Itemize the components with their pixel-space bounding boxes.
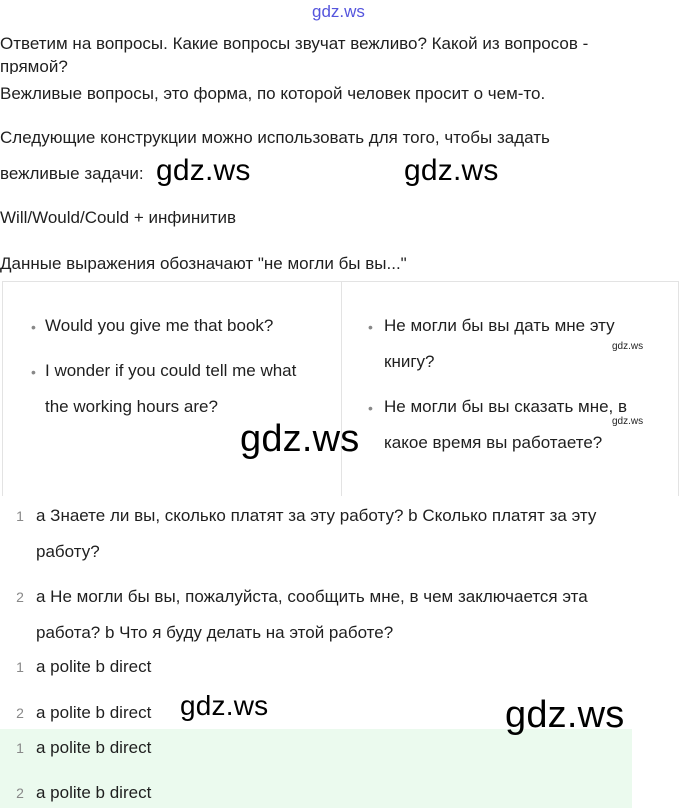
- bullet-icon: •: [31, 319, 36, 335]
- item-number: 2: [16, 705, 24, 721]
- item-number: 1: [16, 659, 24, 675]
- watermark-small-2: gdz.ws: [612, 416, 644, 427]
- watermark-small-1: gdz.ws: [612, 341, 644, 352]
- watermark-1: gdz.ws: [156, 154, 251, 187]
- bullet-icon: •: [31, 364, 36, 380]
- russian-phrase-1-line-2: книгу?: [384, 352, 435, 371]
- answer-1-line-2: работу?: [36, 542, 100, 561]
- russian-phrase-1-line-1: Не могли бы вы дать мне эту: [384, 316, 615, 335]
- watermark-5: gdz.ws: [505, 694, 625, 736]
- item-number: 1: [16, 740, 24, 756]
- answer-6: a polite b direct: [36, 783, 152, 802]
- russian-phrase-2-line-2: какое время вы работаете?: [384, 433, 603, 452]
- watermark-top: gdz.ws: [312, 2, 365, 21]
- answer-3: a polite b direct: [36, 657, 152, 676]
- answer-1-line-1: a Знаете ли вы, сколько платят за эту работу? b Сколько платят за эту: [36, 506, 597, 525]
- bullet-icon: •: [368, 400, 373, 416]
- item-number: 2: [16, 785, 24, 801]
- intro-line-2: Вежливые вопросы, это форма, по которой человек просит о чем-то.: [0, 84, 546, 103]
- russian-phrase-2-line-1: Не могли бы вы сказать мне, в: [384, 397, 628, 416]
- item-number: 2: [16, 589, 24, 605]
- item-number: 1: [16, 508, 24, 524]
- answer-4: a polite b direct: [36, 703, 152, 722]
- intro-line-3a: Следующие конструкции можно использовать для того, чтобы задать: [0, 128, 550, 147]
- answer-2-line-1: a Не могли бы вы, пожалуйста, сообщить мне, в чем заключается эта: [36, 587, 588, 606]
- watermark-4: gdz.ws: [180, 690, 269, 721]
- intro-line-1-clipped: [0, 60, 640, 74]
- bullet-icon: •: [368, 319, 373, 335]
- intro-line-5: Данные выражения обозначают "не могли бы вы...": [0, 254, 407, 273]
- intro-line-1: Ответим на вопросы. Какие вопросы звучат вежливо? Какой из вопросов -: [0, 34, 589, 53]
- table-column-russian: [341, 282, 679, 496]
- english-phrase-1: Would you give me that book?: [45, 316, 274, 335]
- watermark-3: gdz.ws: [240, 418, 360, 460]
- watermark-2: gdz.ws: [404, 154, 499, 187]
- english-phrase-2-line-1: I wonder if you could tell me what: [45, 361, 297, 380]
- answer-2-line-2: работа? b Что я буду делать на этой работе?: [36, 623, 394, 642]
- intro-line-4: Will/Would/Could + инфинитив: [0, 208, 237, 227]
- answer-5: a polite b direct: [36, 738, 152, 757]
- intro-line-1-cut-text: прямой?: [0, 60, 68, 74]
- table-column-english: [2, 282, 342, 496]
- phrases-table: [2, 281, 679, 496]
- english-phrase-2-line-2: the working hours are?: [45, 397, 218, 416]
- intro-line-3b: вежливые задачи:: [0, 164, 144, 183]
